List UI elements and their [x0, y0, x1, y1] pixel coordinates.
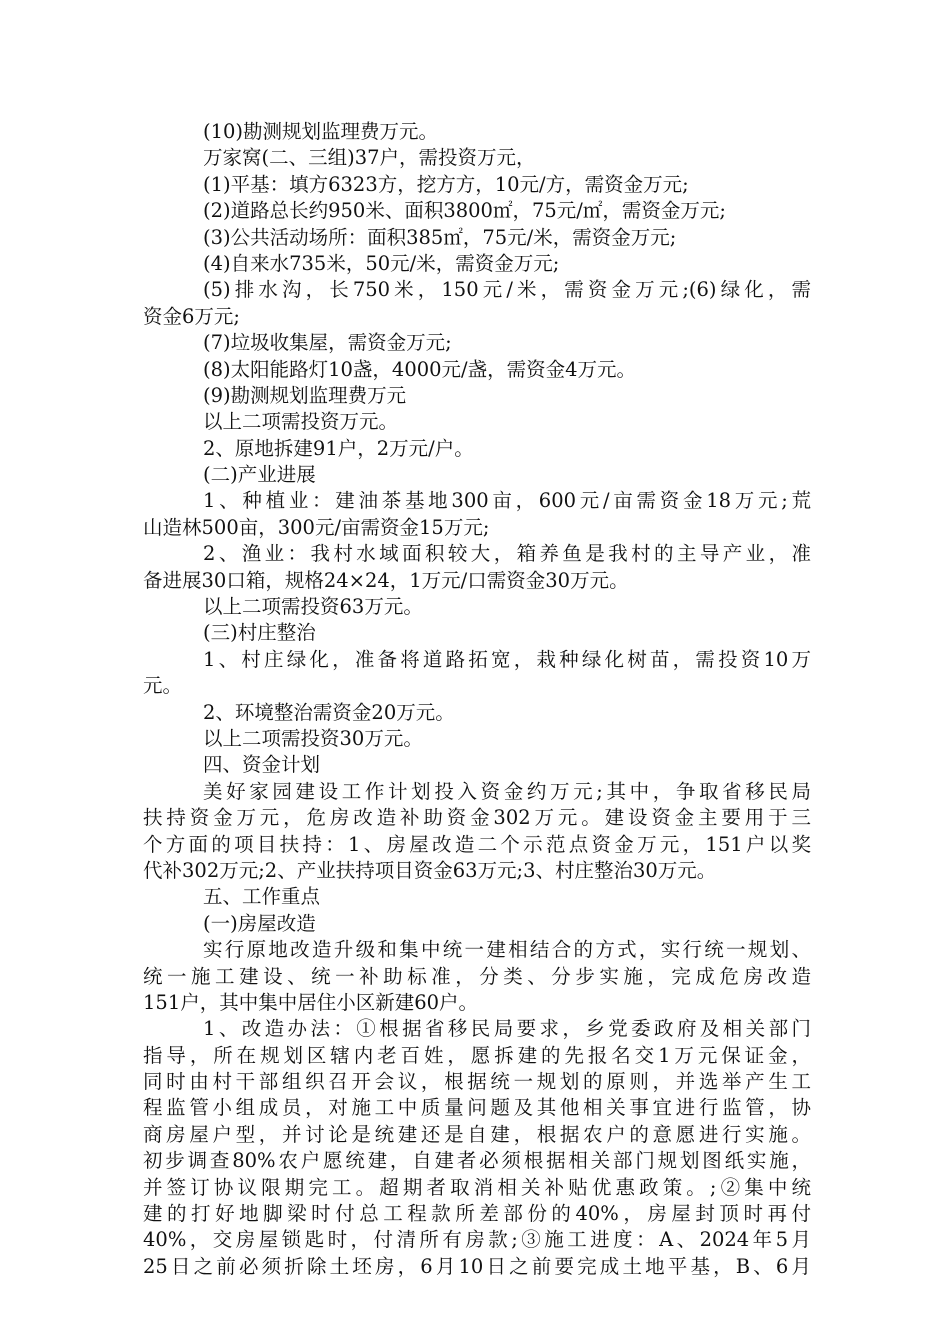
text-line: 美好家园建设工作计划投入资金约万元;其中，争取省移民局 [203, 779, 811, 803]
text-line: 1、村庄绿化，准备将道路拓宽，栽种绿化树苗，需投资10万 [203, 647, 811, 671]
text-line: 2、环境整治需资金20万元。 [203, 700, 455, 724]
text-line: 初步调查80%农户愿统建，自建者必须根据相关部门规划图纸实施， [143, 1149, 811, 1173]
text-line: 资金6万元; [143, 304, 240, 328]
text-line: 以上二项需投资30万元。 [203, 726, 423, 750]
text-line: 25日之前必须折除土坯房，6月10日之前要完成土地平基，B、6月 [143, 1254, 811, 1278]
text-line: 扶持资金万元，危房改造补助资金302万元。建设资金主要用于三 [143, 806, 811, 830]
text-line: 商房屋户型，并讨论是统建还是自建，根据农户的意愿进行实施。 [143, 1122, 811, 1146]
text-line: 统一施工建设、统一补助标准，分类、分步实施，完成危房改造 [143, 964, 811, 988]
text-line: 备进展30口箱，规格24×24，1万元/口需资金30万元。 [143, 568, 629, 592]
document-body [143, 119, 811, 1280]
text-line: (9)勘测规划监理费万元 [203, 383, 407, 407]
text-line: (4)自来水735米，50元/米，需资金万元; [203, 251, 560, 275]
text-line: 2、渔业：我村水域面积较大，箱养鱼是我村的主导产业，准 [203, 542, 811, 566]
text-line: 151户，其中集中居住小区新建60户。 [143, 990, 479, 1014]
text-line: (二)产业进展 [203, 463, 316, 487]
text-line: 并签订协议限期完工。超期者取消相关补贴优惠政策。;②集中统 [143, 1175, 811, 1199]
text-line: 建的打好地脚梁时付总工程款所差部份的40%，房屋封顶时再付 [143, 1202, 811, 1226]
text-line: 万家窝(二、三组)37户，需投资万元， [203, 146, 536, 170]
text-line: (8)太阳能路灯10盏，4000元/盏，需资金4万元。 [203, 357, 637, 381]
text-line: (7)垃圾收集屋，需资金万元; [203, 331, 452, 355]
text-line: (2)道路总长约950米、面积3800㎡，75元/㎡，需资金万元; [203, 199, 726, 223]
text-line: 山造林500亩，300元/亩需资金15万元; [143, 515, 490, 539]
text-line: 五、工作重点 [203, 885, 321, 909]
text-line: 1、改造办法：①根据省移民局要求，乡党委政府及相关部门 [203, 1017, 811, 1041]
text-line: 以上二项需投资63万元。 [203, 595, 423, 619]
text-line: (一)房屋改造 [203, 911, 316, 935]
text-line: (10)勘测规划监理费万元。 [203, 120, 439, 143]
text-line: 1、种植业：建油茶基地300亩，600元/亩需资金18万元;荒 [203, 489, 811, 513]
text-line: (3)公共活动场所：面积385㎡，75元/米，需资金万元; [203, 225, 677, 249]
text-line: 程监管小组成员，对施工中质量问题及其他相关事宜进行监管，协 [143, 1096, 811, 1120]
text-line: 2、原地拆建91户，2万元/户。 [203, 436, 474, 460]
text-line: 代补302万元;2、产业扶持项目资金63万元;3、村庄整治30万元。 [143, 858, 717, 882]
text-line: 实行原地改造升级和集中统一建相结合的方式，实行统一规划、 [203, 938, 811, 962]
text-line: (1)平基：填方6323方，挖方方，10元/方，需资金万元; [203, 172, 689, 196]
text-line: 同时由村干部组织召开会议，根据统一规划的原则，并选举产生工 [143, 1070, 811, 1094]
text-line: 40%，交房屋锁匙时，付清所有房款;③施工进度：A、2024年5月 [143, 1228, 811, 1252]
text-line: (三)村庄整治 [203, 621, 316, 645]
text-line: 元。 [143, 674, 183, 698]
text-line: 以上二项需投资万元。 [203, 410, 399, 434]
text-line: 个方面的项目扶持：1、房屋改造二个示范点资金万元，151户以奖 [143, 832, 811, 856]
text-line: 指导，所在规划区辖内老百姓，愿拆建的先报名交1万元保证金， [143, 1043, 811, 1067]
text-line: (5)排水沟，长750米，150元/米，需资金万元;(6)绿化，需 [203, 278, 811, 302]
text-line: 四、资金计划 [203, 753, 321, 777]
